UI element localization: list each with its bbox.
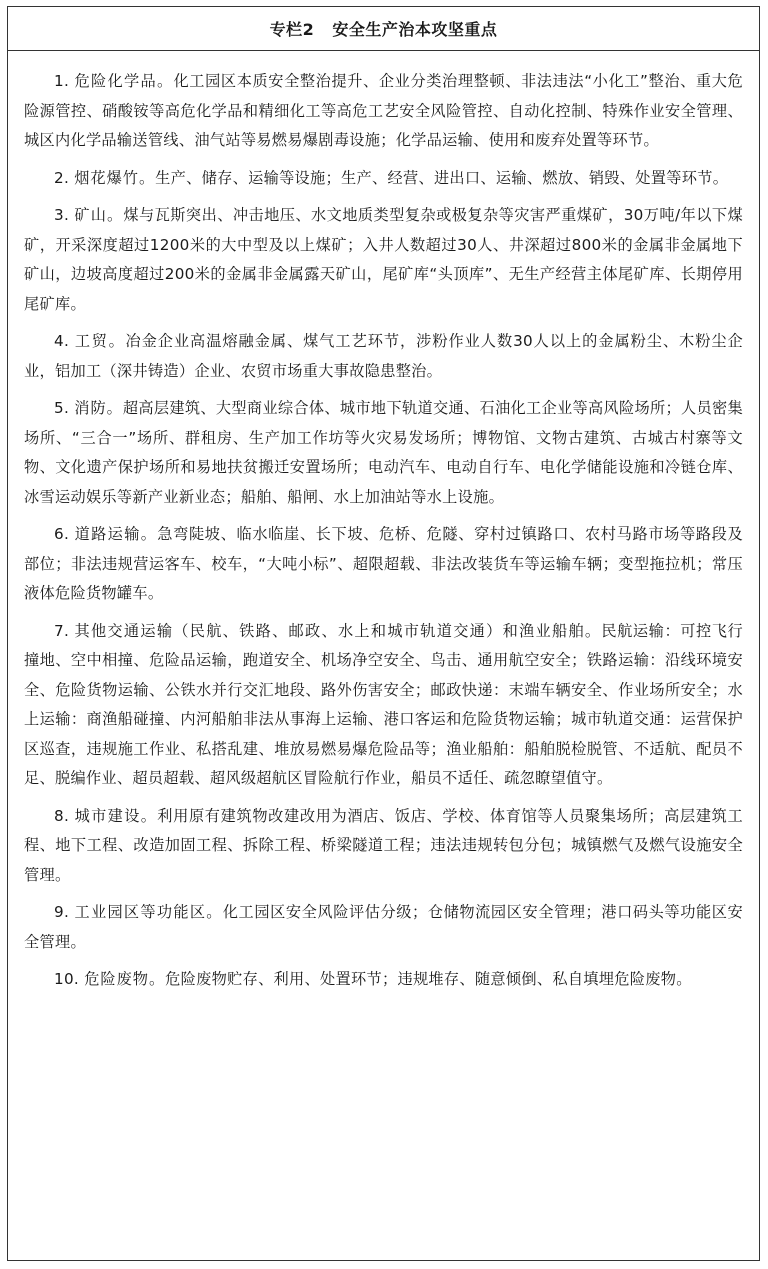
item-title: 矿山。 [74,206,124,224]
list-item [24,965,743,995]
item-title: 其他交通运输（民航、铁路、邮政、水上和城市轨道交通）和渔业船舶。 [74,621,602,640]
list-item [24,394,743,512]
item-number: 10. [54,970,80,988]
item-number: 9. [54,903,70,921]
item-number: 2. [54,168,70,187]
item-text: 民航运输：可控飞行撞地、空中相撞、危险品运输，跑道安全、机场净空安全、鸟击、通用航空安全；铁路运输：沿线环境安全、危险货物运输、公铁水并行交汇地段、路外伤害安全；邮政快递：末端车辆安全、作业场所安全；水上运输：商渔船碰撞、内河船舶非法从事海上运输、港口客运和危险货物运输；城市轨道交通：运营保护区巡查，违规施工作业、私搭乱建、堆放易燃易爆危险品等；渔业船舶：船舶脱检脱管、不适航、配员不足、脱编作业、超员超载、超风级超航区冒险航行作业，船员不适任、疏忽瞭望值守。 [24,621,743,787]
item-text: 生产、储存、运输等设施；生产、经营、进出口、运输、燃放、销毁、处置等环节。 [155,168,729,187]
list-item [24,67,743,156]
item-text: 煤与瓦斯突出、冲击地压、水文地质类型复杂或极复杂等灾害严重煤矿，30万吨/年以下煤矿，开采深度超过1200米的大中型及以上煤矿；入井人数超过30人、井深超过800米的金属非金属地下矿山，边坡高度超过200米的金属非金属露天矿山，尾矿库“头顶库”、无生产经营主体尾矿库、长期停用尾矿库。 [24,206,743,313]
item-title: 危险废物。 [84,970,166,988]
item-text: 利用原有建筑物改建改用为酒店、饭店、学校、体育馆等人员聚集场所；高层建筑工程、地下工程、改造加固工程、拆除工程、桥梁隧道工程；违法违规转包分包；城镇燃气及燃气设施安全管理。 [24,806,743,884]
item-text: 急弯陡坡、临水临崖、长下坡、危桥、危隧、穿村过镇路口、农村马路市场等路段及部位；非法违规营运客车、校车，“大吨小标”、超限超载、非法改装货车等运输车辆；变型拖拉机；常压液体危险货物罐车。 [24,525,743,602]
item-text: 危险废物贮存、利用、处置环节；违规堆存、随意倾倒、私自填埋危险废物。 [165,970,692,988]
column-label: 专栏2 [269,20,315,39]
item-title: 工业园区等功能区。 [74,903,223,921]
list-item [24,898,743,957]
list-item [24,617,743,794]
item-text: 化工园区本质安全整治提升、企业分类治理整顿、非法违法“小化工”整治、重大危险源管控、硝酸铵等高危化学品和精细化工等高危工艺安全风险管控、自动化控制、特殊作业安全管理、城区内化学品输送管线、油气站等易燃易爆剧毒设施；化学品运输、使用和废弃处置等环节。 [24,72,743,149]
item-number: 7. [54,621,70,640]
item-number: 1. [54,72,70,90]
item-title: 消防。 [74,399,123,417]
item-number: 6. [54,525,70,543]
list-item [24,520,743,609]
list-item [24,201,743,319]
item-title: 道路运输。 [74,525,158,543]
item-title: 工贸。 [74,332,126,350]
item-text: 冶金企业高温熔融金属、煤气工艺环节，涉粉作业人数30人以上的金属粉尘、木粉尘企业，铝加工（深井铸造）企业、农贸市场重大事故隐患整治。 [24,332,743,380]
item-title: 危险化学品。 [74,72,174,90]
list-item [24,327,743,386]
list-item [24,802,743,891]
list-item [24,164,743,194]
item-text: 超高层建筑、大型商业综合体、城市地下轨道交通、石油化工企业等高风险场所；人员密集场所、“三合一”场所、群租房、生产加工作坊等火灾易发场所；博物馆、文物古建筑、古城古村寨等文物、文化遗产保护场所和易地扶贫搬迁安置场所；电动汽车、电动自行车、电化学储能设施和冷链仓库、冰雪运动娱乐等新产业新业态；船舶、船闸、水上加油站等水上设施。 [24,399,744,506]
item-number: 4. [54,332,70,350]
item-number: 8. [54,806,70,825]
column-header [8,7,759,51]
column-box [7,6,760,1261]
item-number: 3. [54,206,70,224]
item-number: 5. [54,399,70,417]
column-body [8,51,759,995]
item-title: 城市建设。 [74,806,158,825]
item-text: 化工园区安全风险评估分级；仓储物流园区安全管理；港口码头等功能区安全管理。 [24,903,743,951]
item-title: 烟花爆竹。 [74,168,156,187]
column-title: 安全生产治本攻坚重点 [332,20,498,39]
